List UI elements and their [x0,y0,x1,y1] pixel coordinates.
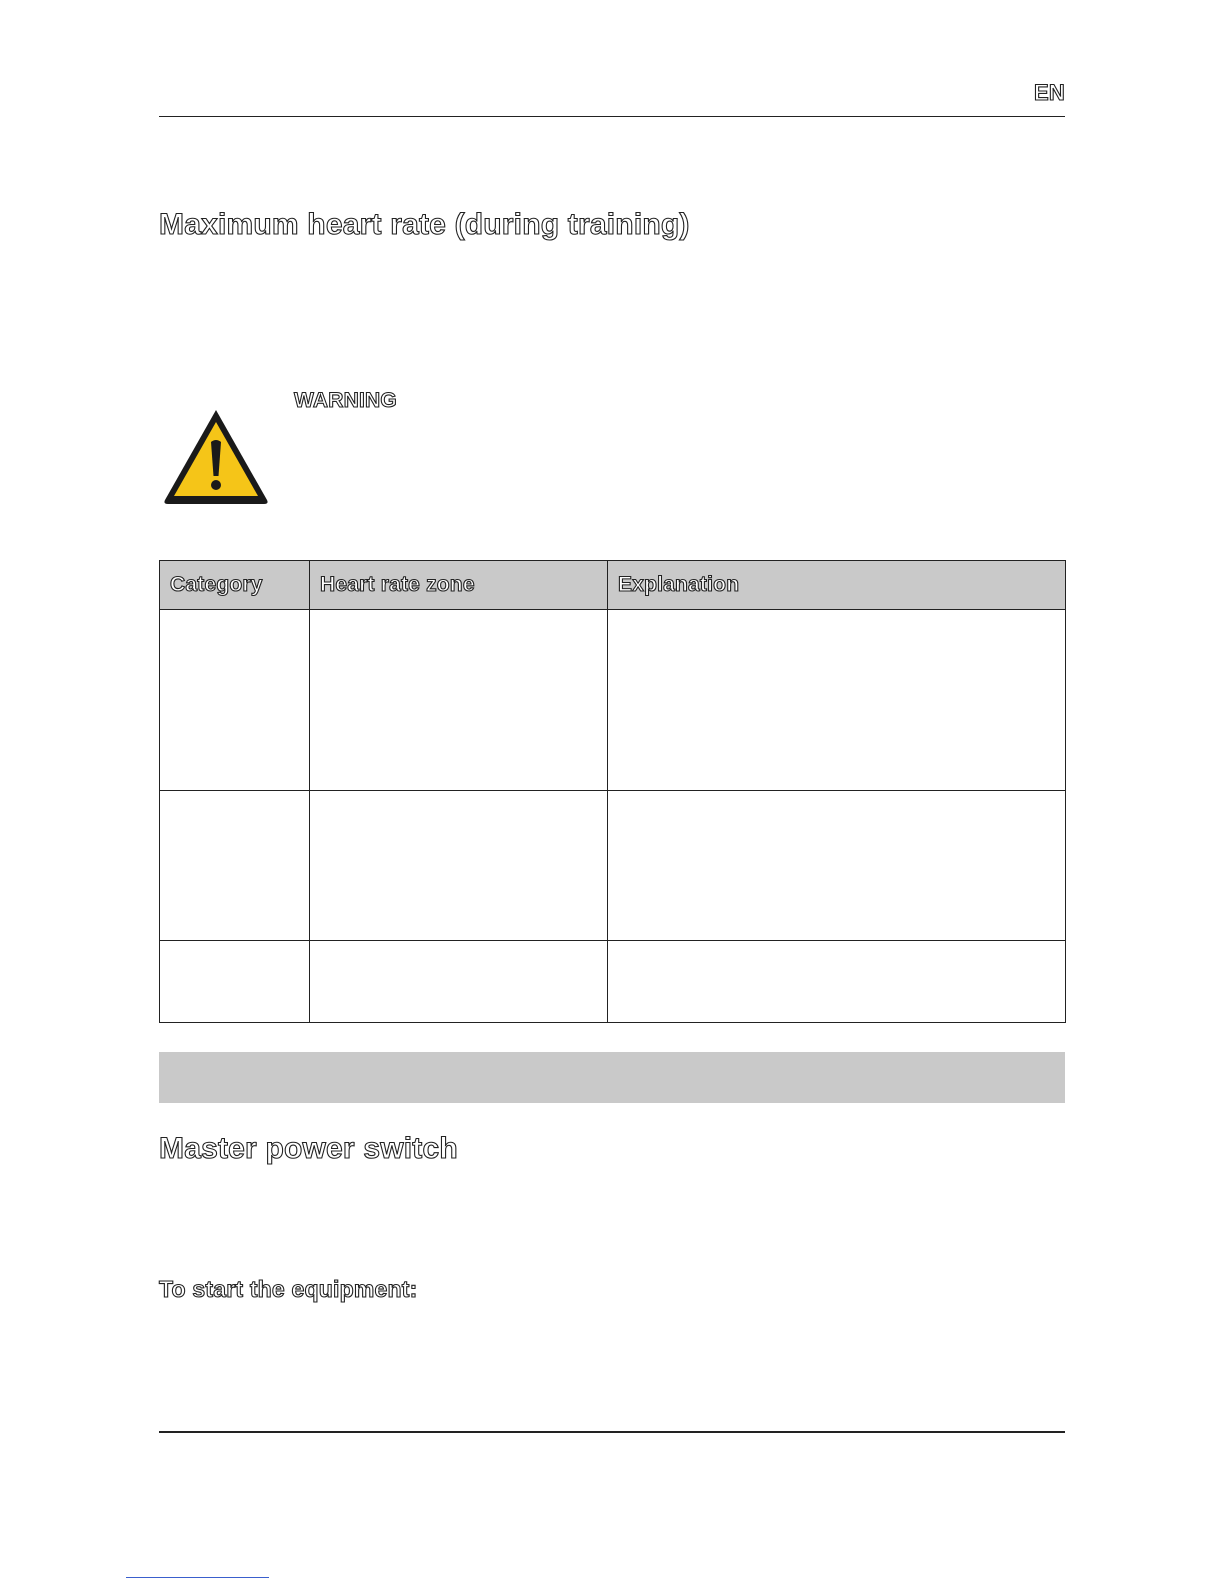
warning-triangle-icon [161,406,271,506]
table-cell [310,610,608,791]
table-cell [160,791,310,941]
table-row [160,791,1066,941]
language-code: EN [1034,80,1065,105]
subsection-title-start-equipment: To start the equipment: [159,1276,418,1302]
table-cell [608,941,1066,1023]
table-row [160,610,1066,791]
table-cell [608,610,1066,791]
shaded-band [159,1052,1065,1103]
section-title-max-heart-rate: Maximum heart rate (during training) [159,208,690,241]
column-header-category: Category [160,561,310,610]
table-row [160,941,1066,1023]
column-header-heart-rate-zone: Heart rate zone [310,561,608,610]
table-cell [160,941,310,1023]
section-title-master-power-switch: Master power switch [159,1132,458,1165]
header-divider [159,116,1065,117]
table-cell [160,610,310,791]
link-underline[interactable] [126,1577,269,1578]
footer-divider [159,1431,1065,1433]
table-header-row [160,561,1066,610]
table-cell [310,941,608,1023]
table-cell [310,791,608,941]
table-cell [608,791,1066,941]
column-header-explanation: Explanation [608,561,1066,610]
heart-rate-zone-table [159,560,1066,1023]
warning-label: WARNING [294,389,397,412]
